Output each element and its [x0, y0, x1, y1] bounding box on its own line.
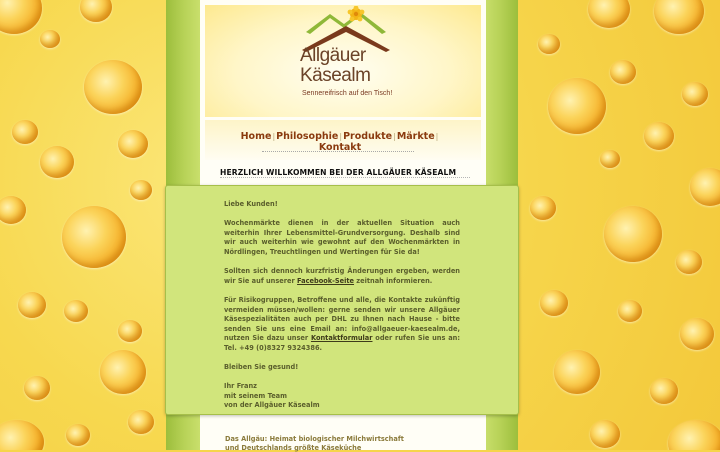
- cheese-hole: [600, 150, 620, 168]
- notice-paragraph-3: [224, 296, 460, 354]
- cheese-hole: [130, 180, 152, 200]
- nav-separator: |: [271, 132, 276, 141]
- cheese-hole: [66, 424, 90, 446]
- nav-divider: [262, 151, 414, 152]
- cheese-hole: [128, 410, 154, 434]
- cheese-hole: [118, 320, 142, 342]
- cheese-hole: [64, 300, 88, 322]
- cheese-hole: [530, 196, 556, 220]
- nav-separator: |: [392, 132, 397, 141]
- cheese-hole: [554, 350, 600, 394]
- cheese-hole: [650, 378, 678, 404]
- welcome-divider: [220, 177, 470, 178]
- cheese-hole: [12, 120, 38, 144]
- cheese-hole: [618, 300, 642, 322]
- notice-text: [224, 200, 460, 421]
- footer-line-1: Das Allgäu: Heimat biologischer Milchwirtschaft: [225, 435, 475, 444]
- signature-line-2: mit seinem Team: [224, 392, 460, 402]
- cheese-hole: [590, 420, 620, 448]
- cheese-hole: [682, 82, 708, 106]
- cheese-hole: [540, 290, 568, 316]
- cheese-hole: [62, 206, 126, 268]
- footer-line-2: und Deutschlands größte Käseküche: [225, 444, 475, 452]
- logo-wordmark[interactable]: [300, 46, 386, 86]
- cheese-hole: [690, 168, 720, 206]
- cheese-hole: [118, 130, 148, 158]
- facebook-link[interactable]: Facebook-Seite: [297, 277, 354, 285]
- notice-paragraph-4: Bleiben Sie gesund!: [224, 363, 460, 373]
- cheese-hole: [538, 34, 560, 54]
- cheese-hole: [0, 196, 26, 224]
- notice-paragraph-2: [224, 267, 460, 286]
- logo-line-1: Allgäuer: [300, 46, 386, 66]
- cheese-hole: [680, 318, 714, 350]
- nav-maerkte[interactable]: Märkte: [397, 131, 435, 142]
- notice-paragraph-1: Wochenmärkte dienen in der aktuellen Situation auch weiterhin Ihrer Lebensmittel-Grundversorgung. Deshalb sind wir auch weiterhin wie gewohnt auf den Wochenmärkten in Nördlingen, Treuchtlingen und Wertingen für Sie da!: [224, 219, 460, 257]
- cheese-hole: [0, 420, 44, 450]
- cheese-hole: [588, 0, 630, 28]
- cheese-hole: [654, 0, 704, 34]
- notice-p2-text-end: zeitnah informieren.: [354, 277, 432, 285]
- cheese-hole: [24, 376, 50, 400]
- cheese-hole: [548, 78, 606, 134]
- nav-produkte[interactable]: Produkte: [343, 131, 392, 142]
- signature-line-3: von der Allgäuer Käsealm: [224, 401, 460, 411]
- cheese-hole: [604, 206, 662, 262]
- nav-separator: |: [338, 132, 343, 141]
- cheese-hole: [80, 0, 112, 22]
- nav-home[interactable]: Home: [241, 131, 272, 142]
- cheese-hole: [84, 60, 142, 114]
- notice-p2-text: Sollten sich dennoch kurzfristig Änderungen ergeben, werden wir Sie auf unserer: [224, 267, 460, 285]
- cheese-hole: [668, 420, 720, 450]
- footer-teaser: [225, 435, 475, 452]
- notice-p3-text: Für Risikogruppen, Betroffene und alle, die Kontakte zukünftig vermeiden müssen/wollen: gerne senden wir unsere Allgäuer Käsespezialitäten auch per DHL zu Ihnen nach Hause - bitte senden Sie uns eine Email an: info@allgaeuer-kaesealm.de, nutzen Sie dazu unser: [224, 296, 460, 342]
- notice-p3-text-end: oder rufen Sie uns an: Tel. +49 (0)8327 9324386.: [224, 334, 460, 352]
- main-nav: [240, 131, 440, 153]
- cheese-hole: [644, 122, 674, 150]
- cheese-hole: [610, 60, 636, 84]
- notice-greeting: Liebe Kunden!: [224, 200, 460, 210]
- logo-line-2: Käsealm: [300, 66, 386, 86]
- welcome-heading: HERZLICH WILLKOMMEN BEI DER ALLGÄUER KÄSEALM: [220, 168, 480, 177]
- cheese-hole: [100, 350, 146, 394]
- nav-philosophie[interactable]: Philosophie: [276, 131, 338, 142]
- nav-separator: |: [435, 132, 440, 141]
- nav-kontakt[interactable]: Kontakt: [319, 142, 361, 153]
- sun-flower-icon: [348, 6, 365, 21]
- cheese-hole: [40, 146, 74, 178]
- signature-line-1: Ihr Franz: [224, 382, 460, 392]
- notice-signature: [224, 382, 460, 411]
- cheese-hole: [18, 292, 46, 318]
- cheese-hole: [0, 0, 42, 34]
- cheese-hole: [676, 250, 702, 274]
- logo-tagline: Sennereifrisch auf den Tisch!: [302, 90, 412, 97]
- cheese-hole: [40, 30, 60, 48]
- contact-form-link[interactable]: Kontaktformular: [311, 334, 373, 342]
